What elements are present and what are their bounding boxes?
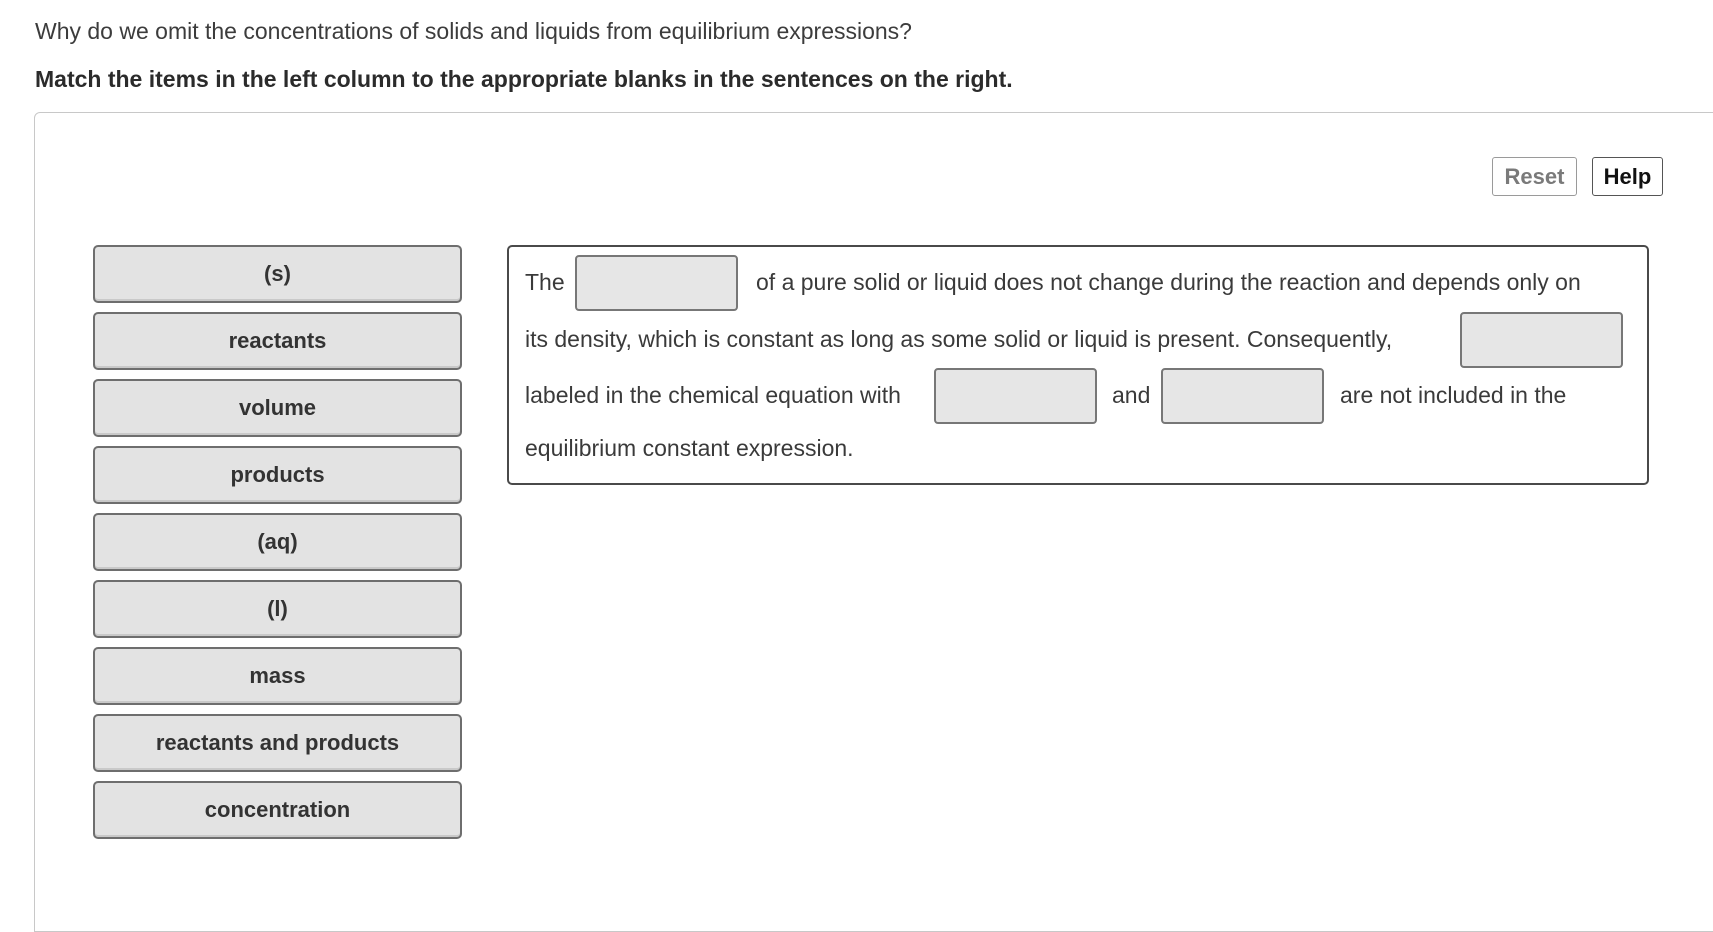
sentence-text: are not included in the bbox=[1340, 382, 1567, 408]
sentence-text: equilibrium constant expression. bbox=[525, 435, 854, 461]
sentence-text: its density, which is constant as long as some solid or liquid is present. Consequently, bbox=[525, 326, 1393, 352]
reset-button[interactable]: Reset bbox=[1492, 157, 1577, 196]
draggable-items-list bbox=[93, 245, 462, 848]
sentence-text: The bbox=[525, 269, 565, 295]
help-button[interactable]: Help bbox=[1592, 157, 1663, 196]
sentence-text: of a pure solid or liquid does not change during the reaction and depends only on bbox=[756, 269, 1581, 295]
drop-blank-3[interactable] bbox=[934, 368, 1097, 424]
draggable-item-l[interactable]: (l) bbox=[93, 580, 462, 638]
draggable-item-concentration[interactable]: concentration bbox=[93, 781, 462, 839]
draggable-item-reactants[interactable]: reactants bbox=[93, 312, 462, 370]
draggable-item-reactants-and-products[interactable]: reactants and products bbox=[93, 714, 462, 772]
draggable-item-products[interactable]: products bbox=[93, 446, 462, 504]
drop-blank-4[interactable] bbox=[1161, 368, 1324, 424]
draggable-item-volume[interactable]: volume bbox=[93, 379, 462, 437]
sentence-text: and bbox=[1112, 382, 1151, 408]
instruction-text: Match the items in the left column to the appropriate blanks in the sentences on the right. bbox=[35, 66, 1013, 92]
draggable-item-aq[interactable]: (aq) bbox=[93, 513, 462, 571]
drop-blank-2[interactable] bbox=[1460, 312, 1623, 368]
draggable-item-s[interactable]: (s) bbox=[93, 245, 462, 303]
sentence-box bbox=[507, 245, 1649, 485]
drop-blank-1[interactable] bbox=[575, 255, 738, 311]
sentence-text: labeled in the chemical equation with bbox=[525, 382, 901, 408]
draggable-item-mass[interactable]: mass bbox=[93, 647, 462, 705]
question-text: Why do we omit the concentrations of solids and liquids from equilibrium expressions? bbox=[35, 18, 912, 44]
